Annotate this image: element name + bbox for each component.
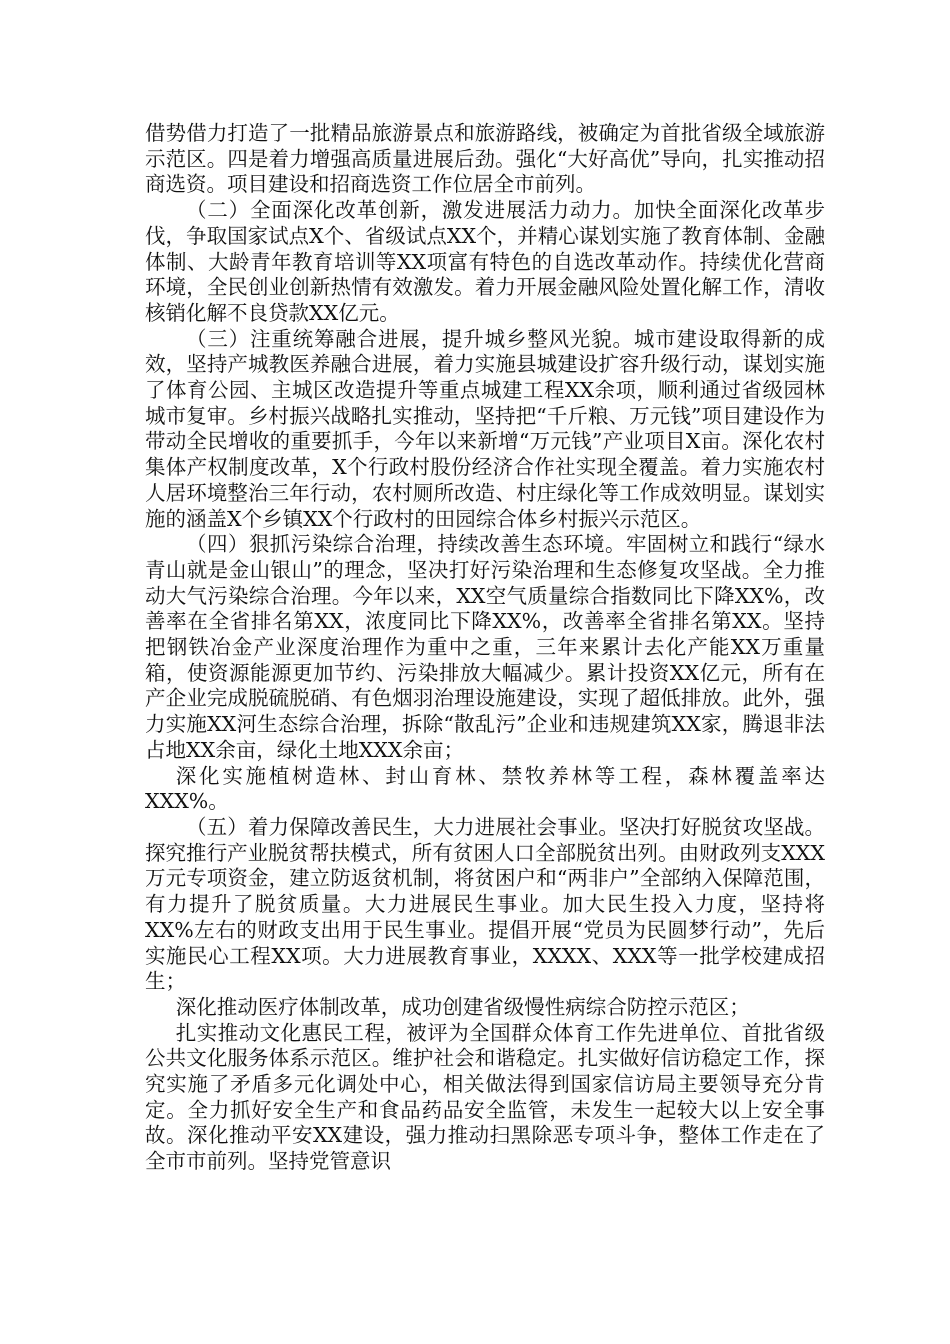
paragraph-medical-reform: 深化推动医疗体制改革，成功创建省级慢性病综合防控示范区； bbox=[175, 994, 750, 1019]
paragraph-reform-innovation: （二）全面深化改革创新，激发进展活力动力。加快全面深化改革步伐，争取国家试点X个、省级试点XX个，并精心谋划实施了教育体制、金融体制、大龄青年教育培训等XX项富有特色的自选改革动作。持续优化营商环境，全民创业创新热情有效激发。着力开展金融风险处置化解工作，清收核销化解不良贷款XX亿元。 bbox=[145, 198, 825, 325]
paragraph-culture-stability: 扎实推动文化惠民工程，被评为全国群众体育工作先进单位、首批省级公共文化服务体系示范区。维护社会和谐稳定。扎实做好信访稳定工作，探究实施了矛盾多元化调处中心，相关做法得到国家信访局主要领导充分肯定。全力抓好安全生产和食品药品安全监管，未发生一起较大以上安全事故。深化推动平安XX建设，强力推动扫黑除恶专项斗争，整体工作走在了全市市前列。坚持党管意识 bbox=[145, 1020, 825, 1174]
paragraph-afforestation: 深化实施植树造林、封山育林、禁牧养林等工程，森林覆盖率达XXX%。 bbox=[145, 763, 825, 814]
document-body bbox=[145, 121, 825, 1175]
paragraph-pollution-control: （四）狠抓污染综合治理，持续改善生态环境。牢固树立和践行“绿水青山就是金山银山”的理念，坚决打好污染治理和生态修复攻坚战。全力推动大气污染综合治理。今年以来，XX空气质量综合指数同比下降XX%，改善率在全省排名第XX，浓度同比下降XX%，改善率全省排名第XX。坚持把钢铁冶金产业深度治理作为重中之重，三年来累计去化产能XX万重量箱，使资源能源更加节约、污染排放大幅减少。累计投资XX亿元，所有在产企业完成脱硫脱硝、有色烟羽治理设施建设，实现了超低排放。此外，强力实施XX河生态综合治理，拆除“散乱污”企业和违规建筑XX家，腾退非法占地XX余亩，绿化土地XXX余亩； bbox=[145, 532, 825, 762]
paragraph-livelihood: （五）着力保障改善民生，大力进展社会事业。坚决打好脱贫攻坚战。探究推行产业脱贫帮扶模式，所有贫困人口全部脱贫出列。由财政列支XXX万元专项资金，建立防返贫机制，将贫困户和“两非户”全部纳入保障范围，有力提升了脱贫质量。大力进展民生事业。加大民生投入力度，坚持将XX%左右的财政支出用于民生事业。提倡开展“党员为民圆梦行动”，先后实施民心工程XX项。大力进展教育事业，XXXX、XXX等一批学校建成招生； bbox=[145, 814, 825, 994]
paragraph-urban-rural-integration: （三）注重统筹融合进展，提升城乡整风光貌。城市建设取得新的成效，坚持产城教医养融合进展，着力实施县城建设扩容升级行动，谋划实施了体育公园、主城区改造提升等重点城建工程XX余项，顺利通过省级园林城市复审。乡村振兴战略扎实推动，坚持把“千斤粮、万元钱”项目建设作为带动全民增收的重要抓手，今年以来新增“万元钱”产业项目X亩。深化农村集体产权制度改革，X个行政村股份经济合作社实现全覆盖。着力实施农村人居环境整治三年行动，农村厕所改造、村庄绿化等工作成效明显。谋划实施的涵盖X个乡镇XX个行政村的田园综合体乡村振兴示范区。 bbox=[145, 326, 825, 531]
paragraph-tourism-investment: 借势借力打造了一批精品旅游景点和旅游路线，被确定为首批省级全域旅游示范区。四是着力增强高质量进展后劲。强化“大好高优”导向，扎实推动招商选资。项目建设和招商选资工作位居全市前列。 bbox=[145, 121, 825, 197]
